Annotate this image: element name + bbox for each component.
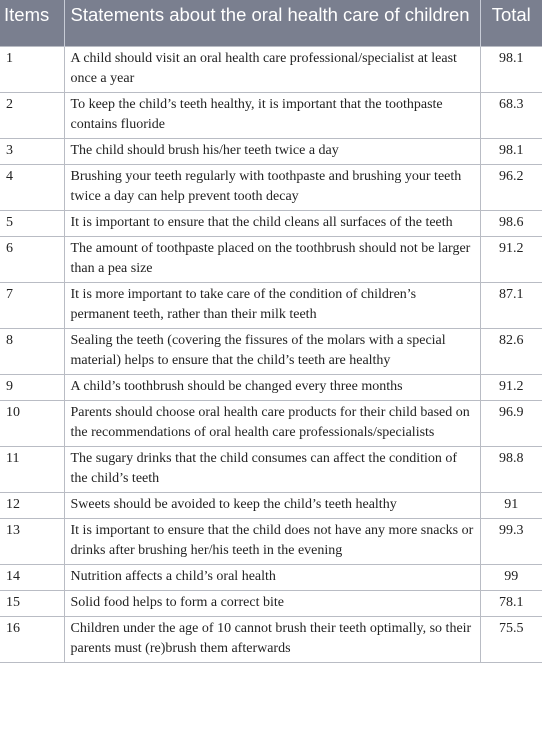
- statements-column-header: Statements about the oral health care of children: [64, 0, 480, 46]
- statement-text: It is important to ensure that the child cleans all surfaces of the teeth: [64, 210, 480, 236]
- total-value: 75.5: [480, 616, 542, 662]
- table-row: [0, 164, 542, 210]
- statement-text: Nutrition affects a child’s oral health: [64, 564, 480, 590]
- statement-text: Brushing your teeth regularly with toothpaste and brushing your teeth twice a day can help prevent tooth decay: [64, 164, 480, 210]
- table-row: [0, 518, 542, 564]
- total-value: 96.9: [480, 400, 542, 446]
- header-row: [0, 0, 542, 46]
- statement-text: Children under the age of 10 cannot brush their teeth optimally, so their parents must (re)brush them afterwards: [64, 616, 480, 662]
- table-row: [0, 236, 542, 282]
- total-value: 87.1: [480, 282, 542, 328]
- statement-text: Parents should choose oral health care products for their child based on the recommendations of oral health care professionals/specialists: [64, 400, 480, 446]
- item-number: 3: [0, 138, 64, 164]
- item-number: 1: [0, 46, 64, 92]
- table-row: [0, 328, 542, 374]
- table-row: [0, 46, 542, 92]
- total-value: 98.8: [480, 446, 542, 492]
- item-number: 10: [0, 400, 64, 446]
- table-row: [0, 138, 542, 164]
- item-number: 9: [0, 374, 64, 400]
- statement-text: Solid food helps to form a correct bite: [64, 590, 480, 616]
- item-number: 5: [0, 210, 64, 236]
- item-number: 7: [0, 282, 64, 328]
- total-value: 91: [480, 492, 542, 518]
- statement-text: To keep the child’s teeth healthy, it is important that the toothpaste contains fluoride: [64, 92, 480, 138]
- total-value: 78.1: [480, 590, 542, 616]
- table-row: [0, 590, 542, 616]
- total-value: 91.2: [480, 374, 542, 400]
- statement-text: Sweets should be avoided to keep the child’s teeth healthy: [64, 492, 480, 518]
- table-header: [0, 0, 542, 46]
- total-value: 82.6: [480, 328, 542, 374]
- item-number: 2: [0, 92, 64, 138]
- table-row: [0, 492, 542, 518]
- statement-text: It is more important to take care of the condition of children’s permanent teeth, rather than their milk teeth: [64, 282, 480, 328]
- item-number: 6: [0, 236, 64, 282]
- total-value: 98.1: [480, 46, 542, 92]
- table-row: [0, 92, 542, 138]
- total-value: 98.6: [480, 210, 542, 236]
- table-row: [0, 282, 542, 328]
- item-number: 15: [0, 590, 64, 616]
- statement-text: A child’s toothbrush should be changed every three months: [64, 374, 480, 400]
- statement-text: The child should brush his/her teeth twice a day: [64, 138, 480, 164]
- statement-text: A child should visit an oral health care professional/specialist at least once a year: [64, 46, 480, 92]
- total-value: 96.2: [480, 164, 542, 210]
- table-row: [0, 374, 542, 400]
- item-number: 11: [0, 446, 64, 492]
- total-value: 68.3: [480, 92, 542, 138]
- total-value: 99.3: [480, 518, 542, 564]
- total-column-header: Total: [480, 0, 542, 46]
- statement-text: Sealing the teeth (covering the fissures of the molars with a special material) helps to ensure that the child’s teeth are healthy: [64, 328, 480, 374]
- item-number: 12: [0, 492, 64, 518]
- statement-text: It is important to ensure that the child does not have any more snacks or drinks after brushing her/his teeth in the evening: [64, 518, 480, 564]
- item-number: 14: [0, 564, 64, 590]
- statement-text: The amount of toothpaste placed on the toothbrush should not be larger than a pea size: [64, 236, 480, 282]
- items-column-header: Items: [0, 0, 64, 46]
- table-row: [0, 564, 542, 590]
- total-value: 91.2: [480, 236, 542, 282]
- table-body: [0, 46, 542, 662]
- table-row: [0, 400, 542, 446]
- total-value: 98.1: [480, 138, 542, 164]
- item-number: 16: [0, 616, 64, 662]
- table-row: [0, 446, 542, 492]
- statement-text: The sugary drinks that the child consumes can affect the condition of the child’s teeth: [64, 446, 480, 492]
- total-value: 99: [480, 564, 542, 590]
- item-number: 8: [0, 328, 64, 374]
- item-number: 13: [0, 518, 64, 564]
- table-row: [0, 616, 542, 662]
- item-number: 4: [0, 164, 64, 210]
- table-row: [0, 210, 542, 236]
